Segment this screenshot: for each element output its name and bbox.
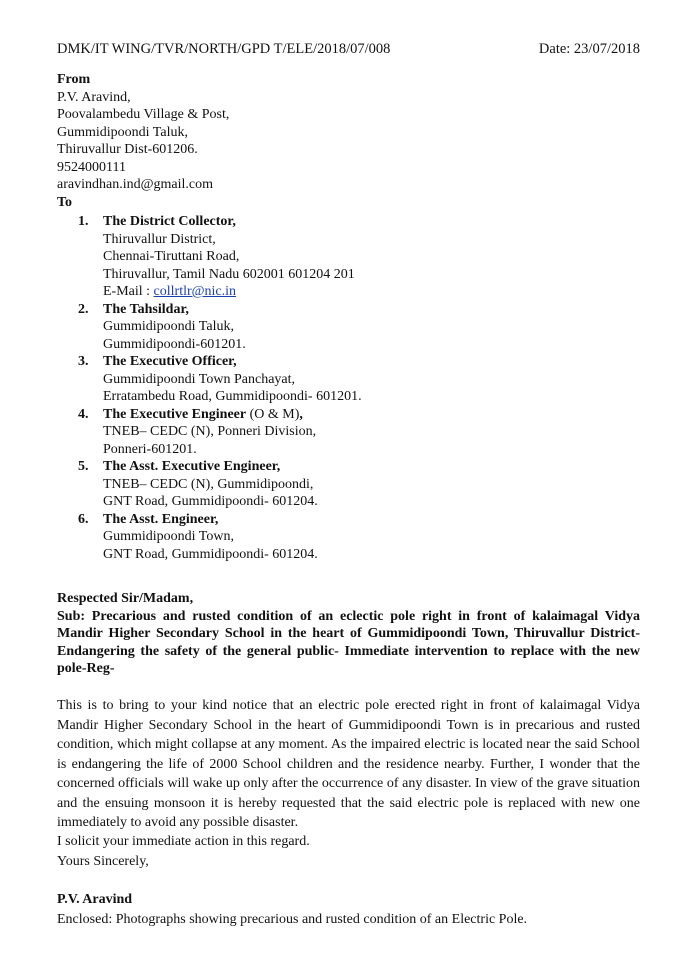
recipient-item <box>78 458 640 511</box>
subject-line: Sub: Precarious and rusted condition of an eclectic pole right in front of kalaimagal Vidya Mandir Higher Secondary School in the heart of Gummidipoondi Town, Thiruvallur District- Endangering the safety of the general public- Immediate intervention to replace with the new pole-Reg- <box>57 608 640 676</box>
email-label: E-Mail : <box>103 284 154 299</box>
recipient-item <box>78 301 640 354</box>
recipient-line: Gummidipoondi Town Panchayat, <box>103 371 296 387</box>
recipient-line: Gummidipoondi-601201. <box>103 336 246 352</box>
recipient-item <box>78 406 640 459</box>
recipient-line: Ponneri-601201. <box>103 441 197 457</box>
recipient-name: The District Collector, <box>103 214 236 229</box>
recipient-line: Thiruvallur District, <box>103 231 216 247</box>
reference-number: DMK/IT WING/TVR/NORTH/GPD T/ELE/2018/07/008 <box>57 41 391 57</box>
recipients-list <box>78 213 640 563</box>
recipient-line: Gummidipoondi Town, <box>103 529 234 544</box>
from-line: Poovalambedu Village & Post, <box>57 107 230 122</box>
from-section <box>57 71 640 211</box>
recipient-number: 1. <box>78 214 89 229</box>
sender-email: aravindhan.ind@gmail.com <box>57 177 213 192</box>
recipient-number: 5. <box>78 459 89 474</box>
recipient-line: GNT Road, Gummidipoondi- 601204. <box>103 494 318 509</box>
recipient-number: 3. <box>78 354 89 369</box>
recipient-item <box>78 353 640 406</box>
recipient-line: Gummidipoondi Taluk, <box>103 319 234 334</box>
recipient-line: Chennai-Tiruttani Road, <box>103 249 240 264</box>
recipient-name: The Executive Engineer <box>103 406 247 422</box>
yours-sincerely: Yours Sincerely, <box>57 853 149 869</box>
from-line: Gummidipoondi Taluk, <box>57 124 188 140</box>
recipient-line: TNEB– CEDC (N), Gummidipoondi, <box>103 476 314 492</box>
recipient-line: Erratambedu Road, Gummidipoondi- 601201. <box>103 389 362 404</box>
recipient-name: The Tahsildar, <box>103 301 189 317</box>
salutation: Respected Sir/Madam, <box>57 591 194 606</box>
recipient-name: The Asst. Executive Engineer, <box>103 459 281 474</box>
to-label: To <box>57 194 73 210</box>
recipient-line: Thiruvallur, Tamil Nadu 602001 601204 201 <box>103 266 355 282</box>
closing-section <box>57 832 640 871</box>
letter-header <box>57 41 640 59</box>
signature-section <box>57 890 640 930</box>
recipient-number: 2. <box>78 301 89 317</box>
from-line: P.V. Aravind, <box>57 89 131 105</box>
recipient-name: The Asst. Engineer, <box>103 511 219 527</box>
from-label: From <box>57 72 91 87</box>
recipient-name-qualifier: (O & M) <box>246 406 300 422</box>
recipient-email-line <box>103 283 640 301</box>
recipient-line: GNT Road, Gummidipoondi- 601204. <box>103 546 318 562</box>
collector-email-link[interactable]: collrtlr@nic.in <box>153 284 237 299</box>
solicit-line: I solicit your immediate action in this regard. <box>57 834 310 849</box>
letter-date: Date: 23/07/2018 <box>538 41 640 57</box>
signature-name: P.V. Aravind <box>57 892 133 907</box>
recipient-item <box>78 511 640 564</box>
recipient-name-row <box>103 406 640 424</box>
recipient-number: 4. <box>78 406 89 422</box>
body-paragraph: This is to bring to your kind notice that an electric pole erected right in front of kalaimagal Vidya Mandir Higher Secondary School in the heart of Gummidipoondi Town is in precarious and rusted condition, which might collapse at any moment. As the impaired electric is located near the said School is endangering the life of 2000 School children and the residence nearby. Further, I wonder that the concerned officials will wake up only after the occurrence of any disaster. In view of the grave situation and the ensuing monsoon it is hereby requested that the said electric pole is replaced with new one immediately to avoid any possible disaster. <box>57 698 640 830</box>
from-line: Thiruvallur Dist-601206. <box>57 142 198 157</box>
sender-phone: 9524000111 <box>57 159 126 175</box>
recipient-line: TNEB– CEDC (N), Ponneri Division, <box>103 424 317 439</box>
enclosure-note: Enclosed: Photographs showing precarious and rusted condition of an Electric Pole. <box>57 912 528 927</box>
recipient-name-comma: , <box>299 406 303 422</box>
recipient-name: The Executive Officer, <box>103 354 237 369</box>
recipient-number: 6. <box>78 511 89 527</box>
recipient-item <box>78 213 640 301</box>
salutation-section <box>57 590 640 678</box>
